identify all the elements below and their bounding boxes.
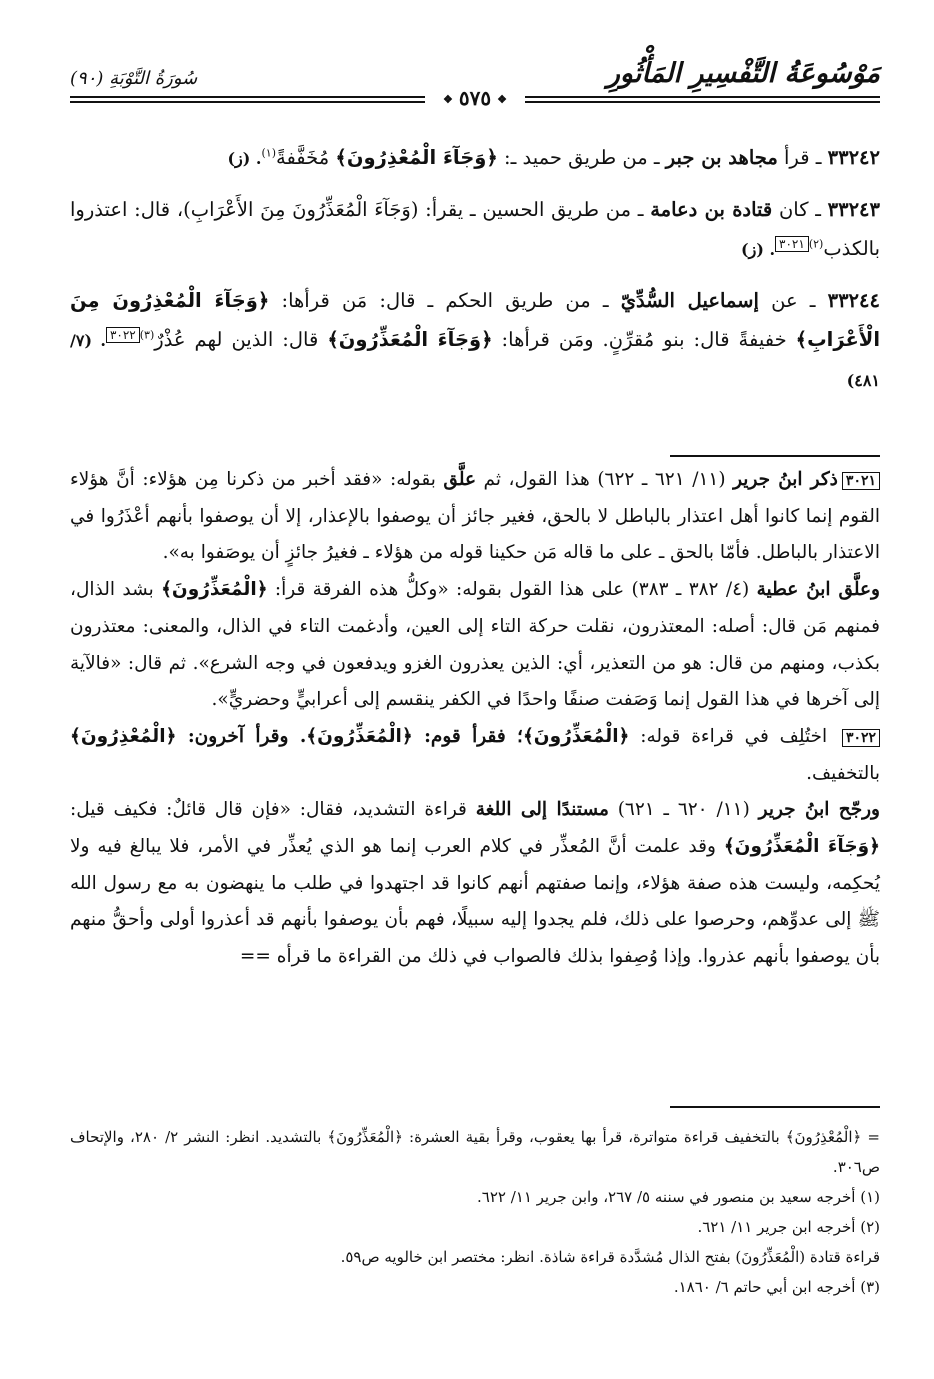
reference: . (ز) (227, 149, 262, 168)
page-number (425, 86, 525, 110)
narration-number: ٣٣٢٤٢ (827, 146, 880, 169)
quran-quote: ﴿وَجَآءَ الْمُعَذِّرُونَ﴾ (327, 328, 493, 351)
commentary-text: قراءة التشديد، فقال: «فإن قال قائلٌ: فكيف قيل: (70, 799, 476, 821)
quran-quote: ﴿الْمُعْذِرُونَ﴾ (70, 725, 177, 747)
narration-text: ، قال: اعتذروا بالكذب (70, 198, 880, 260)
quran-quote: ﴿الْمُعَذِّرُونَ﴾ (161, 579, 268, 601)
narration-text: ـ كان (772, 198, 828, 221)
narration-text: مُخَفَّفةً (275, 146, 336, 169)
commentary-3022 (70, 719, 880, 792)
reference: . (٧/ ٤٨١) (70, 331, 880, 390)
commentary-bold: . وقرأ آخرون: (176, 725, 307, 747)
narration-text: ـ من طريق الحسين ـ يقرأ: (418, 198, 651, 221)
commentary-text: وقد علمت أنَّ المُعذِّر في كلام العرب إنما هو الذي يُعذِّر في الأمر، فلا يبالغ فيه ولا يُحكِمه، وليست هذه صفة هؤلاء، وإنما صفتهم أنهم كانوا قد اجتهدوا في طلب ما ينهضون به مع رسول الله ﷺ إلى عدوِّهم، وحرصوا على ذلك، فلم يجدوا إليه سبيلًا، فهم بأن يوصفوا بأنهم قد أعذروا أولى وأحقُّ منهم بأن يوصفوا بأنهم عذروا. وإذا وُصِفوا بذلك فالصواب في ذلك من القراءة ما قرأه == (70, 836, 880, 968)
footnote-continued: = ﴿الْمُعْذِرُونَ﴾ بالتخفيف قراءة متواترة، قرأ بها يعقوب، وقرأ بقية العشرة: ﴿الْمُعَذِّرُونَ﴾ بالتشديد. انظر: النشر ٢/ ٢٨٠، والإتحاف ص٣٠٦. (70, 1128, 880, 1176)
commentary-ref-box[interactable]: ٣٠٢٢ (106, 327, 140, 343)
commentary-ibn-jarir-tarjih (70, 792, 880, 976)
page (70, 50, 880, 1340)
narration-text: ـ قرأ (777, 146, 828, 169)
footnote-3: (٣) أخرجه ابن أبي حاتم ٦/ ١٨٦٠. (673, 1278, 880, 1296)
footnote-marker[interactable]: (٣) (139, 328, 155, 342)
scholar-name: وعلَّق ابنُ عطية (756, 579, 880, 601)
commentary-text: بالتخفيف. (806, 762, 880, 784)
narration-text: قال: الذين لهم عُذْرٌ (154, 328, 328, 351)
narrations (70, 138, 880, 412)
commentary-3021 (70, 462, 880, 572)
narration-text: ـ من طريق حميد ـ: (497, 146, 666, 169)
commentary-number-box: ٣٠٢٢ (842, 729, 880, 747)
footnote-separator (670, 1106, 880, 1108)
quran-quote: ﴿الْمُعَذِّرُونَ﴾ (306, 725, 413, 747)
ornament-icon: ❖ (443, 93, 453, 106)
narration-33242 (70, 138, 880, 178)
commentary-ibn-atiyya (70, 572, 880, 719)
commentary-text: (١١/ ٦٢٠ ـ ٦٢١) (608, 799, 759, 821)
narration-text: ـ من طريق الحكم ـ قال: مَن قرأها: (269, 289, 621, 312)
commentary-text: (٤/ ٣٨٢ ـ ٣٨٣) على هذا القول بقوله: «وكلُّ هذه الفرقة قرأ: (267, 579, 757, 601)
page-header (70, 50, 880, 108)
footnote-1: (١) أخرجه سعيد بن منصور في سننه ٥/ ٢٦٧، وابن جرير ١١/ ٦٢٢. (476, 1188, 880, 1206)
narration-number: ٣٣٢٤٤ (827, 289, 880, 312)
quran-quote: ﴿وَجَآءَ الْمُعْذِرُونَ مِنَ الْأَعْرَابِ﴾ (70, 289, 881, 351)
commentary-text: (١١/ ٦٢١ ـ ٦٢٢) هذا القول، ثم (476, 469, 734, 490)
quran-quote: ﴿وَجَآءَ الْمُعَذِّرُونَ﴾ (723, 836, 880, 858)
page-number-value: ٥٧٥ (458, 86, 492, 110)
scholar-name: ورجّح ابنُ جرير (758, 799, 880, 821)
footnote-marker[interactable]: (٢) (808, 237, 824, 251)
commentary-ref-box[interactable]: ٣٠٢١ (775, 236, 809, 252)
commentary-text: بشد الذال، فمنهم مَن قال: أصله: المعتذرون، نقلت حركة التاء إلى العين، وأدغمت التاء في الذال، والمعنى: معتذرون بكذب، ومنهم من قال: هو من التعذير، أي: الذين يعذرون الغزو ويدفعون في وجه الشرع». ثم قال: «فالآية إلى آخرها في هذا القول إنما وَصَفت صنفًا واحدًا في الكفر ينقسم إلى أعرابيٍّ وحضريٍّ». (70, 579, 880, 711)
scholar-name: ذكر ابنُ جرير (733, 469, 838, 490)
commentary-text: بقوله: «فقد أخبر من ذكرنا مِن هؤلاء: أنَّ هؤلاء القوم إنما كانوا أهل اعتذار بالباطل لا بالحق، فغير جائز أن يوصفوا بالإعذار، إلا أن يوصفوا بأنهم أعْذَرُوا في الاعتذار بالباطل. فأمّا بالحق ـ على ما قاله مَن حكينا قوله من هؤلاء ـ فغيرُ جائزٍ أن يوصَفوا به». (70, 469, 880, 564)
narration-text: ـ عن (758, 289, 828, 312)
commentary (70, 462, 880, 976)
narration-text: خفيفةً قال: بنو مُقرِّنٍ. ومَن قرأها: (492, 328, 796, 351)
footnote-marker[interactable]: (١) (261, 146, 276, 160)
narrator-name: مجاهد بن جبر (665, 146, 778, 169)
commentary-bold: ؛ فقرأ قوم: (412, 725, 523, 747)
narrator-name: قتادة بن دعامة (650, 198, 773, 221)
commentary-text: اختُلِف في قراءة قوله: (629, 725, 838, 747)
surah-label: سُورَةُ التَّوْبَةِ (٩٠) (70, 68, 198, 89)
commentary-bold: علَّق (443, 469, 476, 490)
commentary-separator (670, 455, 880, 457)
footnote-2-note: قراءة قتادة (الْمُعَذِّرُونَ) بفتح الذال مُشدَّدة قراءة شاذة. انظر: مختصر ابن خالويه ص٥٩. (340, 1248, 880, 1266)
footnote-2: (٢) أخرجه ابن جرير ١١/ ٦٢١. (697, 1218, 880, 1236)
narration-33243 (70, 190, 880, 269)
footnotes (70, 1122, 880, 1302)
reading-quote: (وَجَآءَ الْمُعَذِّرُونَ مِنَ الأَعْرَابِ) (183, 198, 419, 221)
narration-33244 (70, 281, 880, 400)
reference: . (ز) (741, 240, 776, 259)
commentary-bold: مستندًا إلى اللغة (475, 799, 609, 821)
ornament-icon: ❖ (497, 93, 507, 106)
commentary-number-box: ٣٠٢١ (842, 472, 880, 490)
narration-number: ٣٣٢٤٣ (827, 198, 881, 221)
quran-quote: ﴿وَجَآءَ الْمُعْذِرُونَ﴾ (335, 146, 498, 169)
narrator-name: إسماعيل السُّدِّيّ (620, 289, 759, 312)
book-title: مَوْسُوعَةُ التَّفْسِيرِ المَأْثُورِ (606, 58, 880, 89)
quran-quote: ﴿الْمُعَذِّرُونَ﴾ (522, 725, 630, 747)
